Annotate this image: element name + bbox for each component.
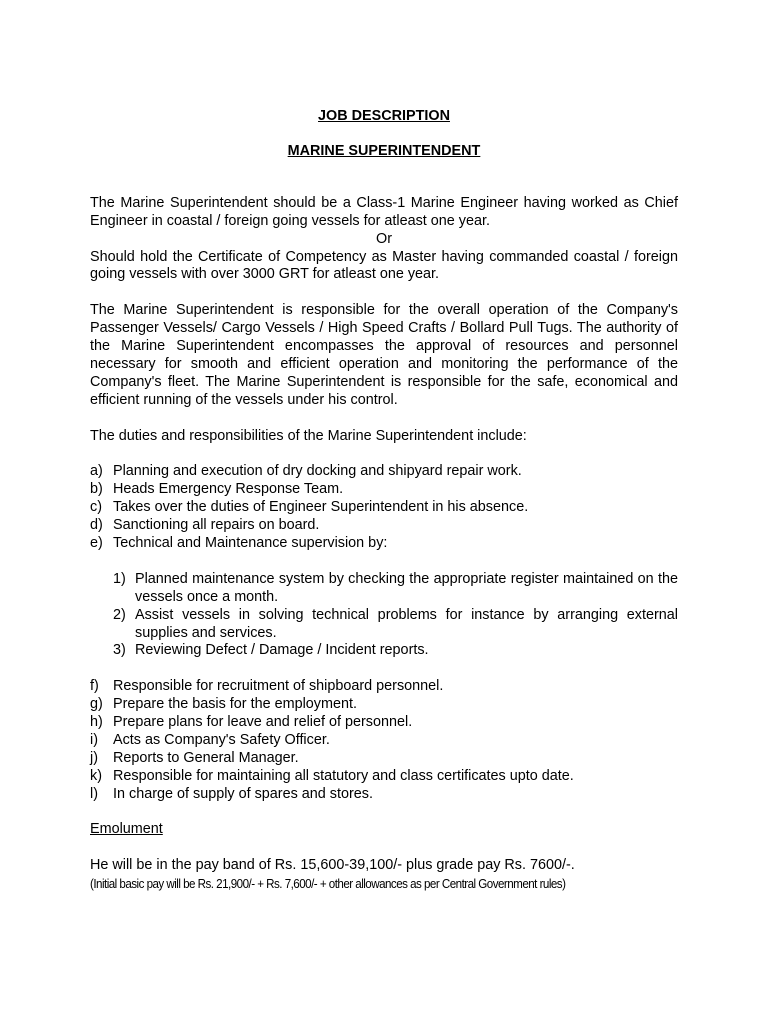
document-subtitle: MARINE SUPERINTENDENT [287,142,481,159]
list-marker: g) [90,696,103,713]
list-item-text: Responsible for maintaining all statutory and class certificates upto date. [113,767,574,784]
list-item [90,768,678,786]
qualification-paragraph-1: The Marine Superintendent should be a Class-1 Marine Engineer having worked as Chief Engineer in coastal / foreign going vessels for atleast one year. [90,194,678,229]
list-marker: e) [90,534,103,551]
list-item-text: Sanctioning all repairs on board. [113,517,320,534]
list-item-text: Prepare plans for leave and relief of personnel. [113,714,413,731]
pay-band-text: He will be in the pay band of Rs. 15,600-39,100/- plus grade pay Rs. 7600/-. [90,857,575,874]
list-item-text: Responsible for recruitment of shipboard personnel. [113,678,444,695]
list-marker: h) [90,714,103,731]
document-body [90,108,678,893]
list-item-text: Planned maintenance system by checking the appropriate register maintained on the vessels once a month. [135,570,678,605]
list-item-text: Technical and Maintenance supervision by: [113,534,388,551]
list-item-text: Heads Emergency Response Team. [113,481,344,498]
emolument-heading: Emolument [90,821,163,838]
list-marker: 1) [113,570,126,587]
list-marker: d) [90,517,103,534]
pay-note-text: (Initial basic pay will be Rs. 21,900/- + Rs. 7,600/- + other allowances as per Central Government rules) [90,876,566,892]
list-item [90,786,678,804]
qualification-or: Or [376,230,392,247]
list-marker: l) [90,785,98,802]
list-item [90,481,678,499]
list-marker: 3) [113,642,126,659]
sub-list-item [113,571,678,607]
duties-list-f-l [90,678,678,803]
responsibility-paragraph: The Marine Superintendent is responsible for the overall operation of the Company's Passenger Vessels/ Cargo Vessels / High Speed Crafts / Bollard Pull Tugs. The authority of the Marine Superintendent encompasses the approval of resources and personnel necessary for smooth and efficient operation and monitoring the performance of the Company's fleet. The Marine Superintendent is responsible for the safe, economical and efficient running of the vessels under his control. [90,302,678,408]
qualification-paragraph-2: Should hold the Certificate of Competency as Master having commanded coastal / foreign going vessels with over 3000 GRT for atleast one year. [90,248,678,283]
duties-intro: The duties and responsibilities of the Marine Superintendent include: [90,427,527,444]
list-item [90,535,678,553]
sub-list-item [113,607,678,643]
technical-supervision-sublist [90,571,678,661]
list-marker: b) [90,481,103,498]
duties-list-a-e [90,463,678,553]
list-item-text: In charge of supply of spares and stores. [113,785,373,802]
document-title: JOB DESCRIPTION [318,108,450,124]
list-marker: k) [90,767,102,784]
list-item-text: Prepare the basis for the employment. [113,696,357,713]
list-marker: 2) [113,606,126,623]
list-item-text: Takes over the duties of Engineer Superintendent in his absence. [113,499,529,516]
list-marker: a) [90,463,103,480]
sub-list-item [113,642,678,660]
list-marker: j) [90,749,98,766]
list-item-text: Acts as Company's Safety Officer. [113,731,330,748]
list-item [90,750,678,768]
list-item [90,517,678,535]
list-item-text: Reviewing Defect / Damage / Incident reports. [135,642,429,659]
list-marker: i) [90,731,98,748]
list-item [90,696,678,714]
list-item [90,714,678,732]
list-item [90,678,678,696]
list-item-text: Planning and execution of dry docking and shipyard repair work. [113,463,522,480]
list-item-text: Assist vessels in solving technical problems for instance by arranging external supplies and services. [135,606,678,641]
list-item [90,499,678,517]
list-marker: f) [90,678,99,695]
list-item [90,463,678,481]
list-item-text: Reports to General Manager. [113,749,299,766]
list-item [90,732,678,750]
list-marker: c) [90,499,102,516]
